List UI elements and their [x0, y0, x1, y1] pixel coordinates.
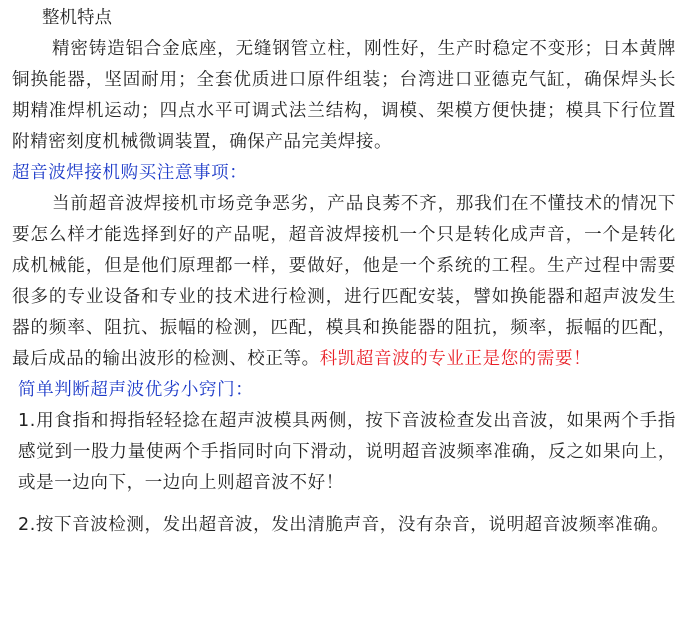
purchase-paragraph — [12, 189, 676, 375]
features-title: 整机特点 — [42, 8, 112, 28]
tip-item-2: 2.按下音波检测，发出超音波，发出清脆声音，没有杂音，说明超音波频率准确。 — [18, 515, 670, 535]
features-paragraph: 精密铸造铝合金底座，无缝钢管立柱，刚性好，生产时稳定不变形；日本黄牌铜换能器，坚固耐用；全套优质进口原件组装；台湾进口亚德克气缸，确保焊头长期精准焊机运动；四点水平可调式法兰结构，调模、架模方便快捷；模具下行位置附精密刻度机械微调装置，确保产品完美焊接。 — [12, 39, 676, 152]
purchase-paragraph-text: 当前超音波焊接机市场竞争恶劣，产品良莠不齐，那我们在不懂技术的情况下要怎么样才能选择到好的产品呢，超音波焊接机一个只是转化成声音，一个是转化成机械能，但是他们原理都一样，要做好，他是一个系统的工程。生产过程中需要很多的专业设备和专业的技术进行检测，进行匹配安装，譬如换能器和超声波发生器的频率、阻抗、振幅的检测，匹配，模具和换能器的阻抗，频率，振幅的匹配，最后成品的输出波形的检测、校正等。 — [12, 194, 676, 369]
purchase-heading: 超音波焊接机购买注意事项： — [12, 163, 248, 183]
tip-item-1: 1.用食指和拇指轻轻捻在超声波模具两侧，按下音波检查发出音波，如果两个手指感觉到一股力量使两个手指同时向下滑动，说明超音波频率准确，反之如果向上，或是一边向下，一边向上则超音波不好！ — [18, 411, 676, 493]
purchase-highlight: 科凯超音波的专业正是您的需要！ — [319, 349, 592, 369]
tips-heading: 简单判断超声波优劣小窍门： — [18, 380, 254, 400]
